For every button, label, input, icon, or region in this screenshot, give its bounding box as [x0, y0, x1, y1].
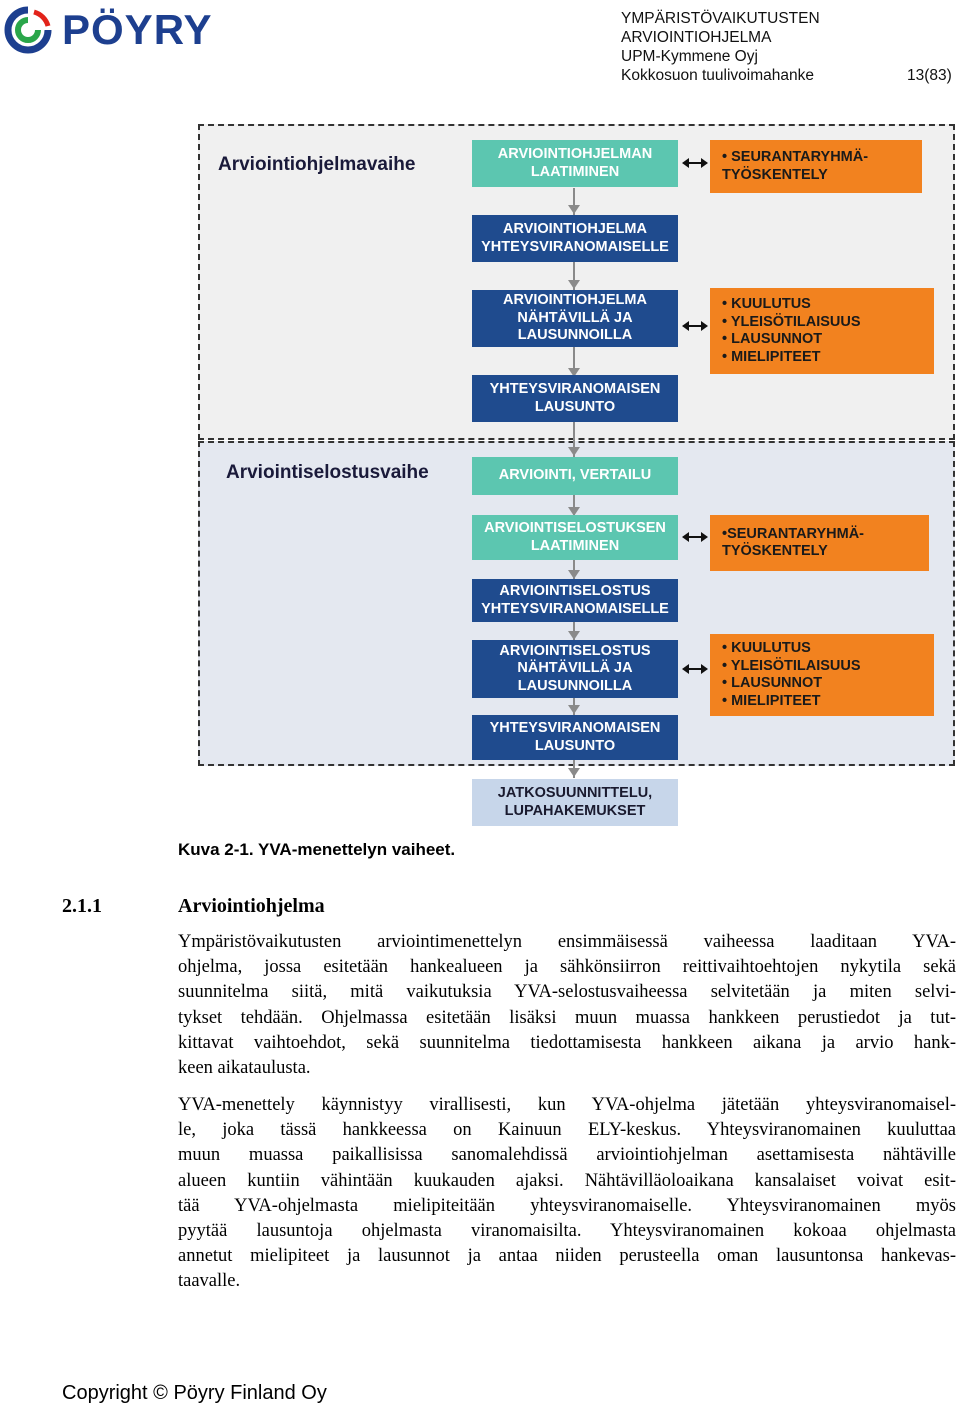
step-box: YHTEYSVIRANOMAISEN LAUSUNTO	[472, 715, 678, 760]
text-line: YVA-menettely käynnistyy virallisesti, kun YVA-ohjelma jätetään yhteysviranomaisel-	[178, 1095, 956, 1115]
text-line: ohjelma, jossa esitetään hankealueen ja sähkönsiirron reittivaihtoehtojen nykytila sekä	[178, 957, 956, 978]
logo-text: PÖYRY	[62, 6, 213, 53]
step-box: ARVIOINTIOHJELMA YHTEYSVIRANOMAISELLE	[472, 215, 678, 262]
text-line: pyytää lausuntoja ohjelmasta viranomaisilta. Yhteysviranomainen kokoaa ohjelmasta	[178, 1221, 956, 1242]
step-box: ARVIOINTISELOSTUS YHTEYSVIRANOMAISELLE	[472, 579, 678, 622]
section-number: 2.1.1	[62, 895, 102, 917]
arrow-down-icon	[568, 205, 580, 214]
section-title: Arviointiohjelma	[178, 895, 325, 917]
side-box-line: • MIELIPITEET	[722, 348, 821, 365]
side-box-line: • KUULUTUS	[722, 296, 811, 312]
side-box-line: TYÖSKENTELY	[722, 166, 828, 183]
arrow-down-icon	[568, 705, 580, 714]
side-box-line: • MIELIPITEET	[722, 692, 821, 709]
arrow-down-icon	[568, 280, 580, 289]
side-box-seurantaryhma	[710, 515, 929, 571]
header-project: Kokkosuon tuulivoimahanke	[621, 67, 815, 84]
side-box-line: •SEURANTARYHMÄ-	[722, 525, 865, 542]
text-line: taavalle.	[178, 1271, 241, 1292]
text-line: Ympäristövaikutusten arviointimenettelyn ensimmäisessä vaiheessa laaditaan YVA-	[178, 932, 956, 952]
text-line: keen aikataulusta.	[178, 1058, 311, 1079]
poyry-logo-icon	[4, 6, 52, 54]
paragraph	[178, 1093, 956, 1295]
arrow-down-icon	[568, 768, 580, 777]
double-arrow-icon	[682, 662, 708, 676]
header-doc-type-2: ARVIOINTIOHJELMA	[621, 29, 772, 46]
figure-caption: Kuva 2-1. YVA-menettelyn vaiheet.	[178, 840, 456, 859]
step-box: ARVIOINTISELOSTUS NÄHTÄVILLÄ JA LAUSUNNOILLA	[472, 640, 678, 698]
arrow-down-icon	[568, 447, 580, 456]
side-box-seurantaryhma	[710, 140, 922, 193]
side-box-kuulutus	[710, 634, 934, 716]
header-doc-type-1: YMPÄRISTÖVAIKUTUSTEN	[621, 10, 820, 27]
side-box-line: • LAUSUNNOT	[722, 675, 823, 691]
step-box: JATKOSUUNNITTELU, LUPAHAKEMUKSET	[472, 779, 678, 826]
text-line: alueen kuntiin vähintään kuukauden ajaksi. Nähtävilläoloaikana kansalaiset voivat esit-	[178, 1170, 956, 1191]
header-page-number: 13(83)	[907, 67, 952, 84]
arrow-down-icon	[568, 631, 580, 640]
footer-copyright: Copyright © Pöyry Finland Oy	[62, 1382, 327, 1404]
double-arrow-icon	[682, 156, 708, 170]
text-line: annetut mielipiteet ja lausunnot ja antaa niiden perusteella oman lausuntonsa hankevas-	[178, 1246, 956, 1267]
paragraph	[178, 930, 956, 1081]
text-line: le, joka tässä hankkeessa on Kainuun ELY-keskus. Yhteysviranomainen kuuluttaa	[178, 1120, 956, 1141]
step-box: YHTEYSVIRANOMAISEN LAUSUNTO	[472, 375, 678, 422]
side-box-line: • YLEISÖTILAISUUS	[722, 313, 861, 330]
text-line: suunnitelma siitä, mitä vaikutuksia YVA-selostusvaiheessa selvitetään ja miten selvi-	[178, 982, 956, 1003]
double-arrow-icon	[682, 530, 708, 544]
step-box: ARVIOINTIOHJELMAN LAATIMINEN	[472, 140, 678, 187]
side-box-line: • KUULUTUS	[722, 640, 811, 656]
double-arrow-icon	[682, 319, 708, 333]
side-box-kuulutus	[710, 288, 934, 374]
side-box-line: • SEURANTARYHMÄ-	[722, 149, 869, 165]
text-line: muun muassa paikallisissa sanomalehdissä arviointiohjelman asettamisesta nähtäville	[178, 1145, 956, 1166]
side-box-line: TYÖSKENTELY	[722, 543, 828, 559]
phase2-label: Arviointiselostusvaihe	[226, 462, 429, 483]
step-box: ARVIOINTI, VERTAILU	[472, 457, 678, 495]
phase1-label: Arviointiohjelmavaihe	[218, 154, 416, 175]
step-box: ARVIOINTISELOSTUKSEN LAATIMINEN	[472, 515, 678, 560]
arrow-down-icon	[568, 570, 580, 579]
side-box-line: • YLEISÖTILAISUUS	[722, 657, 861, 674]
text-line: tykset tehdään. Ohjelmassa esitetään lisäksi muun muassa hankkeen perustiedot ja tut-	[178, 1007, 956, 1028]
header-client: UPM-Kymmene Oyj	[621, 48, 758, 65]
text-line: tää YVA-ohjelmasta mielipiteitään yhteysviranomaiselle. Yhteysviranomainen myös	[178, 1195, 956, 1216]
step-box: ARVIOINTIOHJELMA NÄHTÄVILLÄ JA LAUSUNNOILLA	[472, 290, 678, 347]
side-box-line: • LAUSUNNOT	[722, 331, 823, 347]
text-line: kittavat vaihtoehdot, sekä suunnitelma tiedottamisesta hankkeen aikana ja arvio hank-	[178, 1032, 956, 1053]
